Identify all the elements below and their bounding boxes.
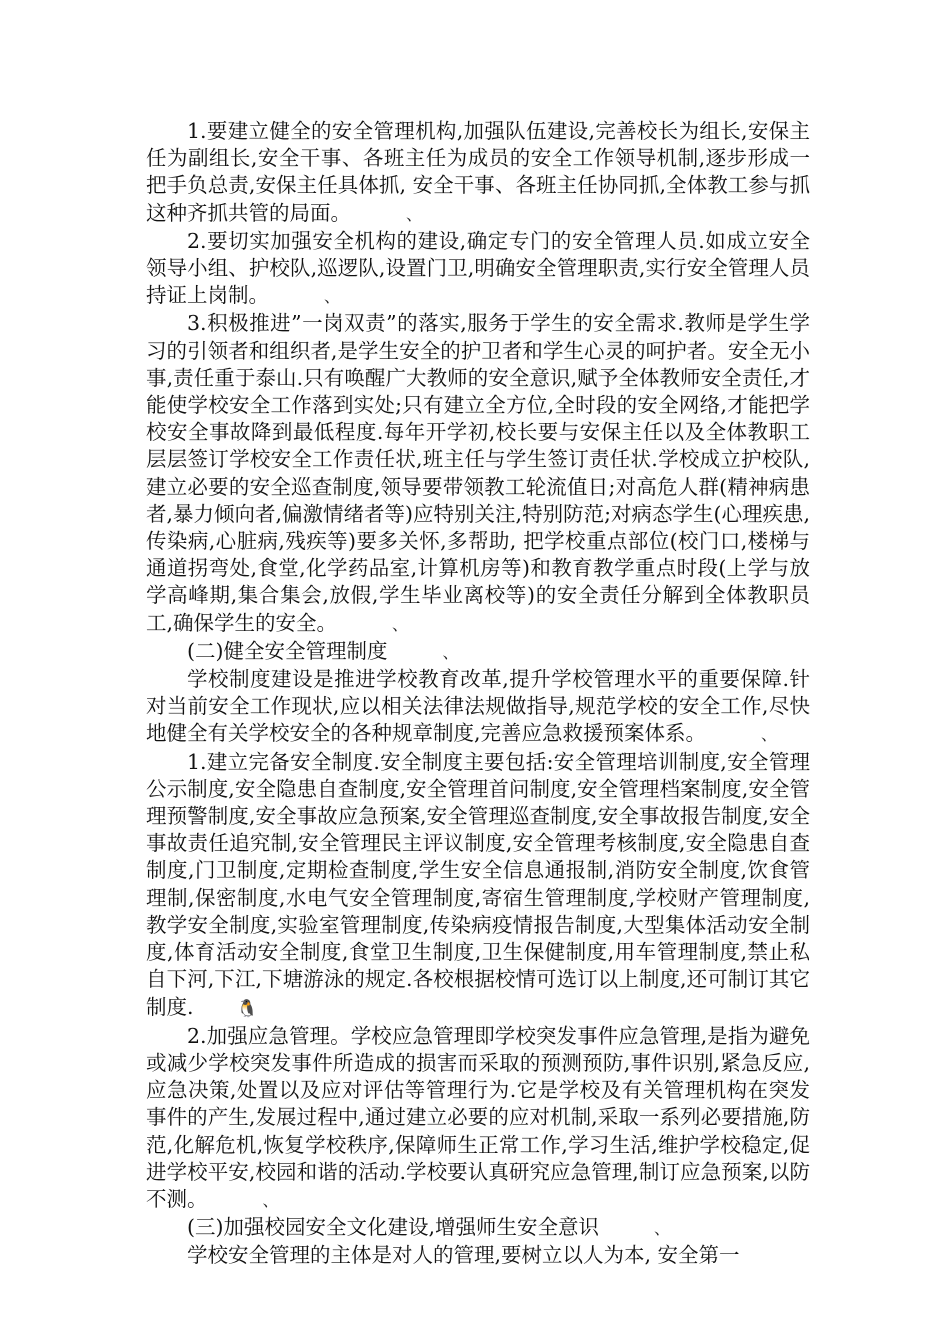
paragraph-3 (146, 310, 810, 637)
paragraph-2 (146, 228, 810, 311)
paragraph-7-text: 学校安全管理的主体是对人的管理,要树立以人为本, 安全第一 (187, 1243, 740, 1268)
paragraph-3-text: 3.积极推进”一岗双责”的落实,服务于学生的安全需求.教师是学生学习的引领者和组织者,是学生安全的护卫者和学生心灵的呵护者。安全无小事,责任重于泰山.只有唤醒广大教师的安全意识,赋予全体教师安全责任,才能使学校安全工作落到实处;只有建立全方位,全时段的安全网络,才能把学校安全事故降到最低程度.每年开学初,校长要与安保主任以及全体教职工层层签订学校安全工作责任状,班主任与学生签订责任状.学校成立护校队,建立必要的安全巡查制度,领导要带领教工轮流值日;对高危人群(精神病患者,暴力倾向者,偏激情绪者等)应特别关注,特别防范;对病态学生(心理疾患,传染病,心脏病,残疾等)要多关怀,多帮助, 把学校重点部位(校门口,楼梯与通道拐弯处,食堂,化学药品室,计算机房等)和教育教学重点时段(上学与放学高峰期,集合集会,放假,学生毕业离校等)的安全责任分解到全体教职员工,确保学生的安全。 (146, 311, 810, 635)
paragraph-4 (146, 666, 810, 749)
paragraph-1-text: 1.要建立健全的安全管理机构,加强队伍建设,完善校长为组长,安保主任为副组长,安全干事、各班主任为成员的安全工作领导机制,逐步形成一把手负总责,安保主任具体抓, 安全干事、各班主任协同抓,全体教工参与抓这种齐抓共管的局面。 (146, 119, 810, 225)
section-heading-3-mark: 、 (654, 1219, 671, 1239)
paragraph-7 (146, 1242, 810, 1269)
paragraph-5-text: 1.建立完备安全制度.安全制度主要包括:安全管理培训制度,安全管理公示制度,安全隐患自查制度,安全管理首问制度,安全管理档案制度,安全管理预警制度,安全事故应急预案,安全管理巡查制度,安全事故报告制度,安全事故责任追究制,安全管理民主评议制度,安全管理考核制度,安全隐患自查制度,门卫制度,定期检查制度,学生安全信息通报制,消防安全制度,饮食管理制,保密制度,水电气安全管理制度,寄宿生管理制度,学校财产管理制度,教学安全制度,实验室管理制度,传染病疫情报告制度,大型集体活动安全制度,体育活动安全制度,食堂卫生制度,卫生保健制度,用车管理制度,禁止私自下河,下江,下塘游泳的规定.各校根据校情可选订以上制度,还可制订其它制度. (146, 749, 810, 1019)
paragraph-2-mark: 、 (324, 287, 341, 307)
section-heading-3 (146, 1214, 810, 1242)
section-heading-2-text: (二)健全安全管理制度 (187, 638, 388, 663)
paragraph-4-mark: 、 (761, 725, 778, 745)
paragraph-4-text: 学校制度建设是推进学校教育改革,提升学校管理水平的重要保障.针对当前安全工作现状,应以相关法律法规做指导,规范学校的安全工作,尽快地健全有关学校安全的各种规章制度,完善应急救援预案体系。 (146, 667, 810, 746)
section-heading-3-text: (三)加强校园安全文化建设,增强师生安全意识 (187, 1215, 600, 1240)
section-heading-2 (146, 638, 810, 666)
paragraph-6 (146, 1023, 810, 1214)
document-body (146, 118, 810, 1270)
paragraph-1-mark: 、 (406, 204, 423, 224)
section-heading-2-mark: 、 (442, 642, 459, 662)
paragraph-5 (146, 749, 810, 1023)
paragraph-1 (146, 118, 810, 228)
paragraph-6-mark: 、 (262, 1190, 279, 1210)
paragraph-6-text: 2.加强应急管理。学校应急管理即学校突发事件应急管理,是指为避免或减少学校突发事件所造成的损害而采取的预测预防,事件识别,紧急反应,应急决策,处置以及应对评估等管理行为.它是学校及有关管理机构在突发事件的产生,发展过程中,通过建立必要的应对机制,采取一系列必要措施,防范,化解危机,恢复学校秩序,保障师生正常工作,学习生活,维护学校稳定,促进学校平安,校园和谐的活动.学校要认真研究应急管理,制订应急预案,以防不测。 (146, 1023, 810, 1211)
penguin-icon: 🐧 (236, 998, 258, 1019)
paragraph-3-mark: 、 (392, 614, 409, 634)
paragraph-2-text: 2.要切实加强安全机构的建设,确定专门的安全管理人员.如成立安全领导小组、护校队,巡逻队,设置门卫,明确安全管理职责,实行安全管理人员持证上岗制。 (146, 228, 810, 308)
